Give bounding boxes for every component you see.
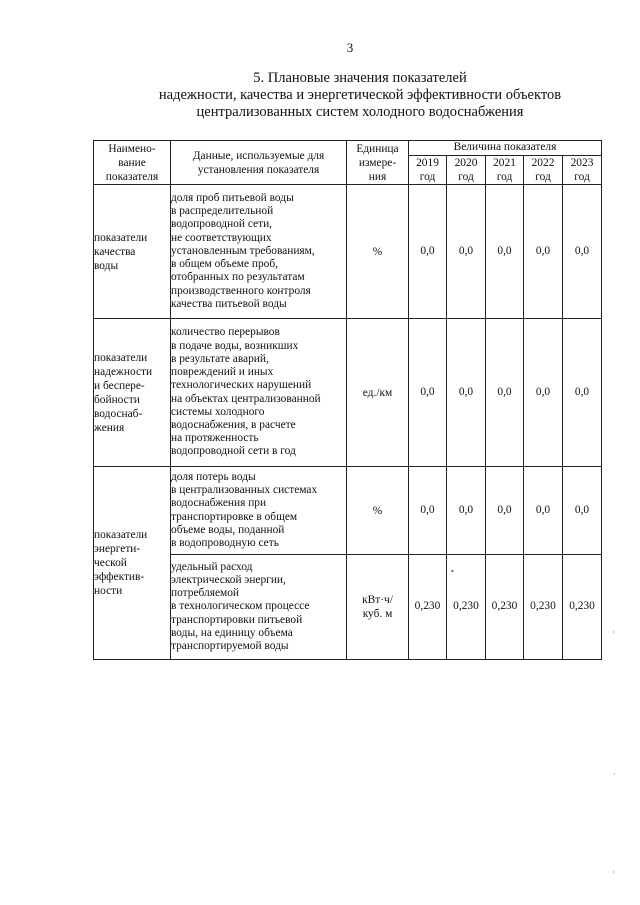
header-year-2020: 2020 год [447, 156, 486, 185]
header-indicator-name: Наимено- вание показателя [94, 141, 171, 185]
row-unit: % [347, 467, 409, 555]
value-2022: 0,0 [524, 319, 563, 467]
title-line-2: надежности, качества и энергетической эффективности объектов [158, 87, 562, 103]
value-2022: 0,0 [524, 467, 563, 555]
table-row [94, 467, 602, 555]
value-2022: 0,230 [524, 555, 563, 660]
value-2021: 0,230 [486, 555, 524, 660]
scan-speck: · [612, 868, 615, 877]
value-2019: 0,230 [409, 555, 447, 660]
table-row [94, 185, 602, 319]
header-year-2023: 2023 год [563, 156, 602, 185]
table-row [94, 555, 602, 660]
value-2021: 0,0 [486, 319, 524, 467]
value-2021: 0,0 [486, 185, 524, 319]
value-2020: 0,0 [447, 185, 486, 319]
header-year-2021: 2021 год [486, 156, 524, 185]
header-value: Величина показателя [409, 141, 602, 156]
document-title [100, 70, 620, 121]
scan-speck: • [451, 567, 454, 576]
row-unit: кВт·ч/ куб. м [347, 555, 409, 660]
scan-speck: · [613, 770, 616, 779]
header-unit: Единица измере- ния [347, 141, 409, 185]
value-2023: 0,0 [563, 185, 602, 319]
row-unit: % [347, 185, 409, 319]
value-2020: 0,0 [447, 319, 486, 467]
row-description: удельный расход электрической энергии, потребляемой в технологическом процессе транспортировки питьевой воды, на единицу объема транспортируемой воды [171, 555, 347, 660]
value-2020: 0,230 [447, 555, 486, 660]
group-name-quality: показатели качества воды [94, 185, 171, 319]
header-year-2019: 2019 год [409, 156, 447, 185]
page-number: 3 [346, 40, 354, 55]
value-2019: 0,0 [409, 185, 447, 319]
row-description: доля потерь воды в централизованных системах водоснабжения при транспортировке в общем объеме воды, поданной в водопроводную сеть [171, 467, 347, 555]
group-name-reliability: показатели надежности и беспере- бойности водоснаб- жения [94, 319, 171, 467]
value-2023: 0,0 [563, 319, 602, 467]
row-description: количество перерывов в подаче воды, возникших в результате аварий, повреждений и иных технологических нарушений на объектах централизованной системы холодного водоснабжения, в расчете на протяженность водопроводной сети в год [171, 319, 347, 467]
value-2023: 0,230 [563, 555, 602, 660]
header-data-used: Данные, используемые для установления показателя [171, 141, 347, 185]
indicators-table [93, 140, 602, 660]
title-line-1: 5. Плановые значения показателей [253, 70, 467, 86]
row-description: доля проб питьевой воды в распределительной водопроводной сети, не соответствующих установленным требованиям, в общем объеме проб, отобранных по результатам производственного контроля качества питьевой воды [171, 185, 347, 319]
value-2022: 0,0 [524, 185, 563, 319]
group-name-energy-efficiency: показатели энергети- ческой эффектив- ности [94, 467, 171, 660]
value-2019: 0,0 [409, 319, 447, 467]
scan-speck: · [612, 628, 615, 637]
value-2020: 0,0 [447, 467, 486, 555]
value-2023: 0,0 [563, 467, 602, 555]
header-year-2022: 2022 год [524, 156, 563, 185]
title-line-3: централизованных систем холодного водоснабжения [196, 104, 524, 120]
row-unit: ед./км [347, 319, 409, 467]
value-2021: 0,0 [486, 467, 524, 555]
table-row [94, 319, 602, 467]
value-2019: 0,0 [409, 467, 447, 555]
